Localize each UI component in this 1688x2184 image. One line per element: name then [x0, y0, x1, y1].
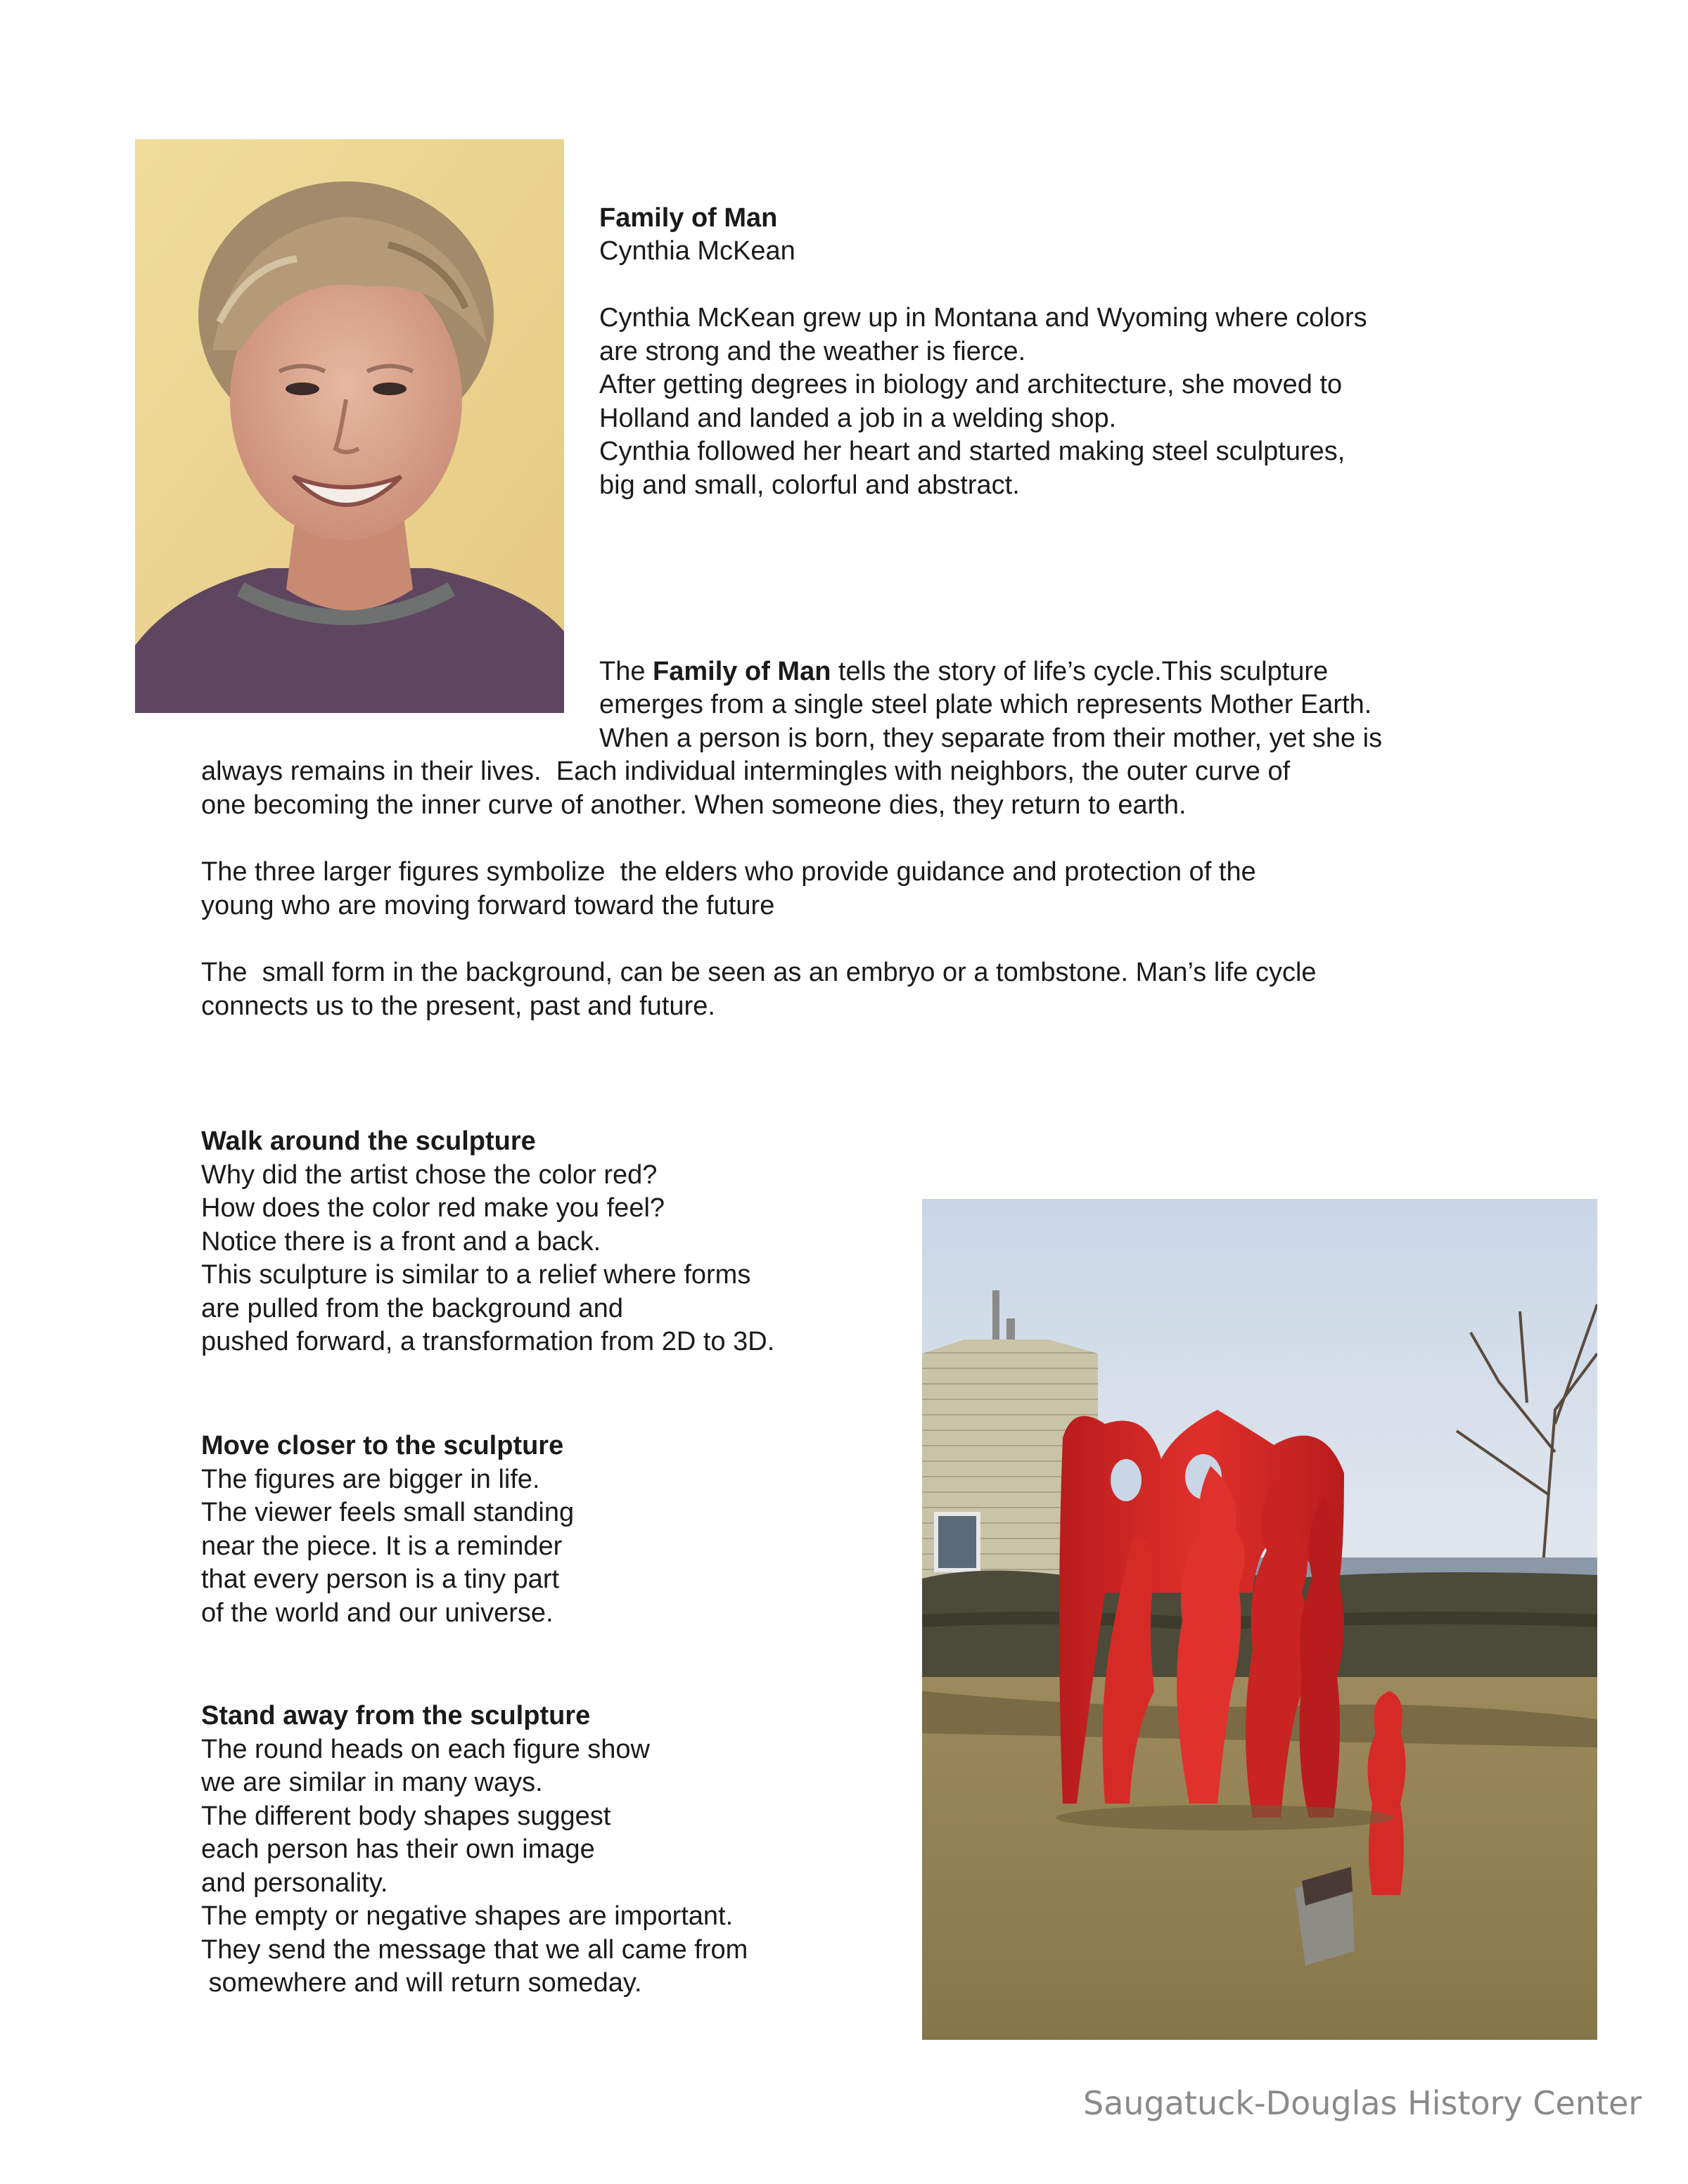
section-heading: Walk around the sculpture	[201, 1126, 536, 1156]
artist-name: Cynthia McKean	[599, 236, 795, 266]
story-title-bold: Family of Man	[653, 657, 831, 686]
bio-line: Holland and landed a job in a welding shop.	[599, 403, 1117, 433]
bio-line: Cynthia McKean grew up in Montana and Wyoming where colors	[599, 303, 1367, 333]
section-line: Notice there is a front and a back.	[201, 1226, 601, 1257]
section-line: that every person is a tiny part	[201, 1565, 560, 1594]
story-line-2: emerges from a single steel plate which represents Mother Earth.	[599, 690, 1372, 719]
footer-credit: Saugatuck-Douglas History Center	[1083, 2084, 1642, 2122]
section-line: pushed forward, a transformation from 2D to 3D.	[201, 1327, 775, 1356]
section-line: The round heads on each figure show	[201, 1734, 650, 1764]
section-line: This sculpture is similar to a relief where forms	[201, 1260, 751, 1290]
artist-portrait-photo	[135, 139, 564, 713]
paragraph-line: The three larger figures symbolize the elders who provide guidance and protection of the	[201, 857, 1256, 887]
artist-bio	[599, 302, 1367, 502]
section-stand-away	[201, 1700, 748, 2000]
paragraph-line: The small form in the background, can be seen as an embryo or a tombstone. Man’s life cycle	[201, 958, 1317, 987]
section-line: The empty or negative shapes are important.	[201, 1901, 734, 1931]
section-line: we are similar in many ways.	[201, 1768, 543, 1797]
bio-line: Cynthia followed her heart and started making steel sculptures,	[599, 437, 1345, 466]
section-heading: Stand away from the sculpture	[201, 1701, 591, 1730]
section-heading: Move closer to the sculpture	[201, 1431, 564, 1460]
section-walk-around	[201, 1125, 774, 1359]
section-line: somewhere and will return someday.	[201, 1968, 642, 1998]
bio-line: big and small, colorful and abstract.	[599, 470, 1020, 500]
section-line: The different body shapes suggest	[201, 1801, 611, 1831]
bio-line: After getting degrees in biology and architecture, she moved to	[599, 370, 1343, 399]
elders-paragraph	[201, 856, 1256, 923]
sculpture-photo	[922, 1199, 1597, 2040]
story-line-3: When a person is born, they separate from their mother, yet she is	[599, 724, 1383, 753]
story-line-5: one becoming the inner curve of another. When someone dies, they return to earth.	[201, 790, 1187, 820]
bio-line: are strong and the weather is fierce.	[599, 336, 1026, 366]
story-text: The	[599, 657, 653, 686]
artwork-title: Family of Man	[599, 203, 778, 233]
paragraph-line: young who are moving forward toward the future	[201, 890, 775, 920]
story-line-1	[599, 655, 1328, 689]
section-line: of the world and our universe.	[201, 1598, 554, 1628]
section-line: near the piece. It is a reminder	[201, 1531, 563, 1561]
section-line: Why did the artist chose the color red?	[201, 1160, 658, 1190]
section-line: They send the message that we all came from	[201, 1934, 748, 1965]
section-line: are pulled from the background and	[201, 1293, 623, 1323]
section-line: and personality.	[201, 1868, 388, 1898]
section-line: The figures are bigger in life.	[201, 1464, 540, 1494]
story-text: tells the story of life’s cycle.This sculpture	[831, 657, 1329, 686]
section-move-closer	[201, 1430, 574, 1630]
section-line: How does the color red make you feel?	[201, 1193, 665, 1223]
paragraph-line: connects us to the present, past and future.	[201, 991, 715, 1021]
section-line: The viewer feels small standing	[201, 1498, 575, 1527]
section-line: each person has their own image	[201, 1835, 595, 1864]
story-line-4: always remains in their lives. Each individual intermingles with neighbors, the outer curve of	[201, 757, 1291, 786]
small-form-paragraph	[201, 956, 1317, 1023]
